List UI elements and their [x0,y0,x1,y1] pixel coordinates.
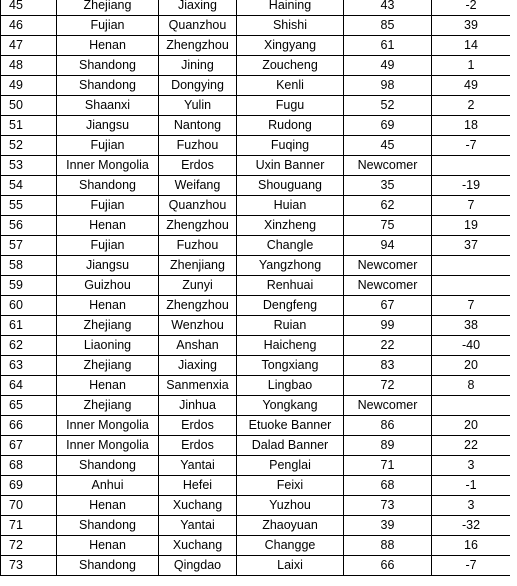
score-cell: 39 [344,516,432,536]
city-cell: Quanzhou [159,196,237,216]
change-cell: -2 [432,0,511,16]
rank-cell: 49 [1,76,57,96]
rank-cell: 63 [1,356,57,376]
city-cell: Xuchang [159,496,237,516]
change-cell: 20 [432,416,511,436]
change-cell: 18 [432,116,511,136]
score-cell: 52 [344,96,432,116]
table-row [1,376,511,396]
county-cell: Haining [237,0,344,16]
province-cell: Shandong [57,456,159,476]
table-row [1,276,511,296]
province-cell: Fujian [57,196,159,216]
table-row [1,176,511,196]
score-cell: 62 [344,196,432,216]
score-cell: 43 [344,0,432,16]
score-cell: 98 [344,76,432,96]
county-cell: Yongkang [237,396,344,416]
province-cell: Shandong [57,516,159,536]
score-cell: Newcomer [344,276,432,296]
change-cell: -32 [432,516,511,536]
province-cell: Liaoning [57,336,159,356]
county-cell: Dengfeng [237,296,344,316]
score-cell: 61 [344,36,432,56]
province-cell: Fujian [57,236,159,256]
score-cell: 71 [344,456,432,476]
county-cell: Lingbao [237,376,344,396]
county-cell: Huian [237,196,344,216]
city-cell: Xuchang [159,536,237,556]
table-row [1,196,511,216]
province-cell: Shaanxi [57,96,159,116]
rank-cell: 61 [1,316,57,336]
table-row [1,396,511,416]
city-cell: Jiaxing [159,356,237,376]
score-cell: 49 [344,56,432,76]
change-cell [432,156,511,176]
province-cell: Jiangsu [57,116,159,136]
city-cell: Zhengzhou [159,216,237,236]
score-cell: 68 [344,476,432,496]
county-cell: Yangzhong [237,256,344,276]
city-cell: Zhengzhou [159,296,237,316]
change-cell [432,396,511,416]
score-cell: 75 [344,216,432,236]
table-row [1,556,511,576]
city-cell: Jining [159,56,237,76]
rank-cell: 71 [1,516,57,536]
province-cell: Zhejiang [57,316,159,336]
province-cell: Zhejiang [57,356,159,376]
province-cell: Henan [57,216,159,236]
rank-cell: 57 [1,236,57,256]
province-cell: Guizhou [57,276,159,296]
city-cell: Hefei [159,476,237,496]
county-cell: Tongxiang [237,356,344,376]
score-cell: 89 [344,436,432,456]
table-row [1,36,511,56]
province-cell: Inner Mongolia [57,156,159,176]
county-cell: Kenli [237,76,344,96]
change-cell: 39 [432,16,511,36]
rank-cell: 56 [1,216,57,236]
change-cell [432,276,511,296]
county-cell: Rudong [237,116,344,136]
city-cell: Anshan [159,336,237,356]
city-cell: Jinhua [159,396,237,416]
city-cell: Zhengzhou [159,36,237,56]
county-cell: Dalad Banner [237,436,344,456]
table-row [1,296,511,316]
table-row [1,0,511,16]
province-cell: Fujian [57,16,159,36]
score-cell: Newcomer [344,156,432,176]
change-cell: 14 [432,36,511,56]
table-row [1,336,511,356]
change-cell: -19 [432,176,511,196]
county-cell: Changle [237,236,344,256]
city-cell: Quanzhou [159,16,237,36]
rank-cell: 65 [1,396,57,416]
county-cell: Etuoke Banner [237,416,344,436]
change-cell: 8 [432,376,511,396]
city-cell: Fuzhou [159,236,237,256]
change-cell: 20 [432,356,511,376]
score-cell: 22 [344,336,432,356]
change-cell: 19 [432,216,511,236]
table-row [1,416,511,436]
score-cell: 67 [344,296,432,316]
change-cell: -1 [432,476,511,496]
city-cell: Yantai [159,456,237,476]
county-cell: Xingyang [237,36,344,56]
county-cell: Shishi [237,16,344,36]
province-cell: Shandong [57,176,159,196]
county-cell: Ruian [237,316,344,336]
score-cell: Newcomer [344,256,432,276]
change-cell: 38 [432,316,511,336]
city-cell: Dongying [159,76,237,96]
province-cell: Henan [57,496,159,516]
rank-cell: 66 [1,416,57,436]
province-cell: Henan [57,376,159,396]
table-row [1,456,511,476]
table-row [1,156,511,176]
change-cell: 3 [432,496,511,516]
table-row [1,516,511,536]
table-row [1,356,511,376]
rank-cell: 47 [1,36,57,56]
rank-cell: 60 [1,296,57,316]
table-row [1,96,511,116]
change-cell: 37 [432,236,511,256]
table-row [1,216,511,236]
table-row [1,496,511,516]
score-cell: 72 [344,376,432,396]
change-cell: -7 [432,556,511,576]
province-cell: Henan [57,296,159,316]
table-row [1,316,511,336]
table-row [1,536,511,556]
change-cell [432,256,511,276]
county-cell: Uxin Banner [237,156,344,176]
score-cell: 85 [344,16,432,36]
county-cell: Shouguang [237,176,344,196]
rank-cell: 55 [1,196,57,216]
rank-cell: 53 [1,156,57,176]
rank-cell: 45 [1,0,57,16]
score-cell: 83 [344,356,432,376]
county-cell: Fuqing [237,136,344,156]
province-cell: Zhejiang [57,396,159,416]
rank-cell: 64 [1,376,57,396]
change-cell: 1 [432,56,511,76]
score-cell: 66 [344,556,432,576]
county-cell: Fugu [237,96,344,116]
rank-cell: 67 [1,436,57,456]
county-cell: Feixi [237,476,344,496]
rank-cell: 48 [1,56,57,76]
rank-cell: 51 [1,116,57,136]
change-cell: 7 [432,296,511,316]
score-cell: 73 [344,496,432,516]
rank-cell: 54 [1,176,57,196]
change-cell: 49 [432,76,511,96]
city-cell: Yantai [159,516,237,536]
change-cell: -40 [432,336,511,356]
province-cell: Shandong [57,556,159,576]
rank-cell: 59 [1,276,57,296]
score-cell: Newcomer [344,396,432,416]
province-cell: Anhui [57,476,159,496]
city-cell: Erdos [159,156,237,176]
county-cell: Changge [237,536,344,556]
change-cell: 2 [432,96,511,116]
table-body [1,0,511,576]
county-cell: Renhuai [237,276,344,296]
city-cell: Qingdao [159,556,237,576]
rank-cell: 68 [1,456,57,476]
rank-cell: 62 [1,336,57,356]
county-cell: Haicheng [237,336,344,356]
change-cell: -7 [432,136,511,156]
county-cell: Zhaoyuan [237,516,344,536]
score-cell: 94 [344,236,432,256]
province-cell: Inner Mongolia [57,416,159,436]
county-cell: Xinzheng [237,216,344,236]
city-cell: Weifang [159,176,237,196]
score-cell: 35 [344,176,432,196]
score-cell: 86 [344,416,432,436]
score-cell: 88 [344,536,432,556]
county-cell: Yuzhou [237,496,344,516]
rank-cell: 58 [1,256,57,276]
province-cell: Fujian [57,136,159,156]
county-cell: Laixi [237,556,344,576]
city-cell: Fuzhou [159,136,237,156]
table-row [1,236,511,256]
rank-cell: 50 [1,96,57,116]
city-cell: Jiaxing [159,0,237,16]
city-cell: Wenzhou [159,316,237,336]
rank-cell: 70 [1,496,57,516]
score-cell: 69 [344,116,432,136]
province-cell: Henan [57,536,159,556]
change-cell: 16 [432,536,511,556]
province-cell: Jiangsu [57,256,159,276]
score-cell: 99 [344,316,432,336]
table-row [1,476,511,496]
city-cell: Sanmenxia [159,376,237,396]
table-row [1,256,511,276]
rank-cell: 52 [1,136,57,156]
city-cell: Yulin [159,96,237,116]
change-cell: 3 [432,456,511,476]
table-row [1,16,511,36]
rank-cell: 69 [1,476,57,496]
province-cell: Zhejiang [57,0,159,16]
rank-cell: 72 [1,536,57,556]
table-row [1,56,511,76]
rank-cell: 46 [1,16,57,36]
table-row [1,136,511,156]
county-cell: Penglai [237,456,344,476]
province-cell: Inner Mongolia [57,436,159,456]
city-cell: Nantong [159,116,237,136]
province-cell: Shandong [57,56,159,76]
table-row [1,436,511,456]
province-cell: Shandong [57,76,159,96]
county-cell: Zoucheng [237,56,344,76]
table-row [1,76,511,96]
city-cell: Zunyi [159,276,237,296]
city-cell: Erdos [159,436,237,456]
score-cell: 45 [344,136,432,156]
rank-cell: 73 [1,556,57,576]
change-cell: 22 [432,436,511,456]
table-row [1,116,511,136]
change-cell: 7 [432,196,511,216]
city-cell: Erdos [159,416,237,436]
province-cell: Henan [57,36,159,56]
city-cell: Zhenjiang [159,256,237,276]
